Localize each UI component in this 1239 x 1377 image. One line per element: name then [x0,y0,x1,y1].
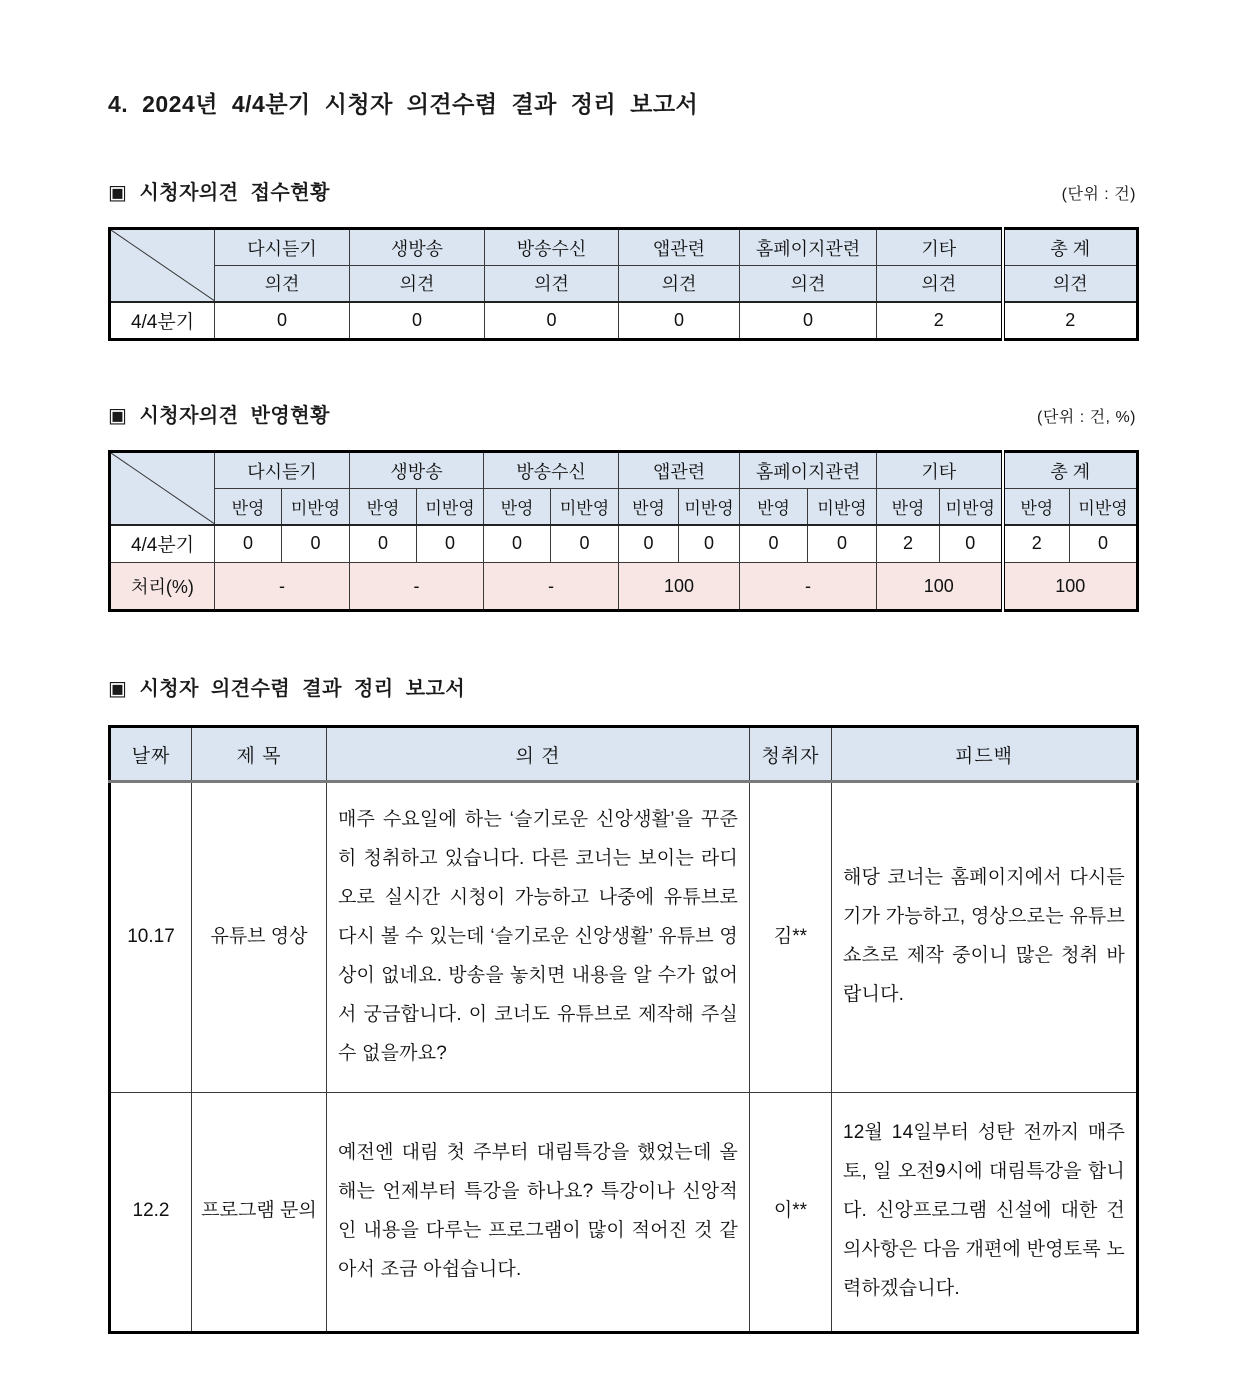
detail-header-opinion: 의 견 [327,727,750,782]
section1-header [108,176,1136,205]
opinion-text: 매주 수요일에 하는 ‘슬기로운 신앙생활’을 꾸준히 청취하고 있습니다. 다른 코너는 보이는 라디오로 실시간 시청이 가능하고 나중에 유튜브로 다시 볼 수 있는데 ‘슬기로운 신앙생활’ 유튜브 영상이 없네요. 방송을 놓치면 내용을 알 수가 없어서 궁금합니다. 이 코너도 유튜브로 제작해 주실 수 없을까요? [327,782,750,1093]
opinion-date: 12.2 [110,1092,192,1332]
detail-header-feedback: 피드백 [832,727,1138,782]
section2-header [108,399,1136,428]
section2-heading: ▣ 시청자의견 반영현황 [108,405,330,427]
column-header-total: 총 계 [1003,452,1138,489]
table-row [110,782,1138,1093]
reception-value: 2 [877,302,1003,340]
reflection-value-total: 2 [1003,525,1070,563]
subheader-opinion: 의견 [740,266,877,302]
column-header: 앱관련 [619,452,740,489]
column-header: 방송수신 [484,452,619,489]
reflection-value: 0 [808,525,877,563]
subheader-opinion: 의견 [215,266,350,302]
subheader-unreflected: 미반영 [940,489,1003,525]
column-header: 홈페이지관련 [740,452,877,489]
reflection-value: 0 [282,525,350,563]
column-header: 기타 [877,229,1003,266]
listener-name: 이** [750,1092,832,1332]
feedback-text: 12월 14일부터 성탄 전까지 매주 토, 일 오전9시에 대림특강을 합니다. 신앙프로그램 신설에 대한 건의사항은 다음 개편에 반영토록 노력하겠습니다. [832,1092,1138,1332]
reflection-value: 0 [740,525,808,563]
diagonal-header-cell [110,452,215,525]
reflection-value: 0 [551,525,619,563]
reflection-value-total: 0 [1070,525,1138,563]
reception-status-table [108,227,1139,341]
detail-header-title: 제 목 [192,727,327,782]
subheader-reflected: 반영 [619,489,679,525]
page-title: 4. 2024년 4/4분기 시청자 의견수렴 결과 정리 보고서 [108,91,699,117]
reception-value-total: 2 [1003,302,1138,340]
subheader-opinion: 의견 [350,266,485,302]
table-row [110,1092,1138,1332]
section1-unit-label: (단위 : 건) [1061,186,1136,203]
subheader-reflected: 반영 [484,489,551,525]
column-header: 앱관련 [619,229,740,266]
subheader-unreflected: 미반영 [679,489,740,525]
column-header: 방송수신 [485,229,619,266]
reflection-value: 0 [350,525,417,563]
column-header: 다시듣기 [215,229,350,266]
process-value: - [740,563,877,611]
subheader-unreflected: 미반영 [808,489,877,525]
reflection-status-table [108,450,1139,612]
subheader-opinion: 의견 [619,266,740,302]
quarter-row-label: 4/4분기 [110,302,215,340]
subheader-unreflected: 미반영 [417,489,484,525]
reception-value: 0 [740,302,877,340]
subheader-unreflected: 미반영 [551,489,619,525]
reflection-value: 0 [215,525,282,563]
subheader-opinion: 의견 [877,266,1003,302]
column-header: 기타 [877,452,1003,489]
process-value: 100 [877,563,1003,611]
diagonal-line-icon [111,230,214,301]
subheader-opinion: 의견 [485,266,619,302]
reception-value: 0 [619,302,740,340]
feedback-text: 해당 코너는 홈페이지에서 다시듣기가 가능하고, 영상으로는 유튜브 쇼츠로 제작 중이니 많은 청취 바랍니다. [832,782,1138,1093]
quarter-row-label: 4/4분기 [110,525,215,563]
listener-name: 김** [750,782,832,1093]
column-header: 생방송 [350,452,484,489]
opinion-text: 예전엔 대림 첫 주부터 대림특강을 했었는데 올해는 언제부터 특강을 하나요? 특강이나 신앙적인 내용을 다루는 프로그램이 많이 적어진 것 같아서 조금 아쉽습니다. [327,1092,750,1332]
detail-header-date: 날짜 [110,727,192,782]
column-header-total: 총 계 [1003,229,1138,266]
reflection-value: 0 [679,525,740,563]
column-header: 홈페이지관련 [740,229,877,266]
subheader-opinion-total: 의견 [1003,266,1138,302]
reflection-value: 0 [619,525,679,563]
subheader-reflected-total: 반영 [1003,489,1070,525]
column-header: 다시듣기 [215,452,350,489]
subheader-reflected: 반영 [740,489,808,525]
subheader-unreflected-total: 미반영 [1070,489,1138,525]
process-value: - [350,563,484,611]
reflection-value: 2 [877,525,940,563]
section2-unit-label: (단위 : 건, %) [1037,409,1136,426]
process-value: - [215,563,350,611]
diagonal-header-cell [110,229,215,302]
subheader-reflected: 반영 [215,489,282,525]
process-value-total: 100 [1003,563,1138,611]
opinion-title: 프로그램 문의 [192,1092,327,1332]
section1-heading: ▣ 시청자의견 접수현황 [108,182,330,204]
detail-header-listener: 청취자 [750,727,832,782]
reflection-value: 0 [417,525,484,563]
opinion-detail-table [108,725,1139,1334]
column-header: 생방송 [350,229,485,266]
reception-value: 0 [215,302,350,340]
subheader-reflected: 반영 [350,489,417,525]
section3-heading: ▣ 시청자 의견수렴 결과 정리 보고서 [108,678,466,700]
opinion-date: 10.17 [110,782,192,1093]
reception-value: 0 [350,302,485,340]
subheader-unreflected: 미반영 [282,489,350,525]
diagonal-line-icon [111,453,214,524]
reflection-value: 0 [484,525,551,563]
section3-header [108,672,1136,701]
process-row-label: 처리(%) [110,563,215,611]
reception-value: 0 [485,302,619,340]
process-value: 100 [619,563,740,611]
opinion-title: 유튜브 영상 [192,782,327,1093]
reflection-value: 0 [940,525,1003,563]
process-value: - [484,563,619,611]
subheader-reflected: 반영 [877,489,940,525]
